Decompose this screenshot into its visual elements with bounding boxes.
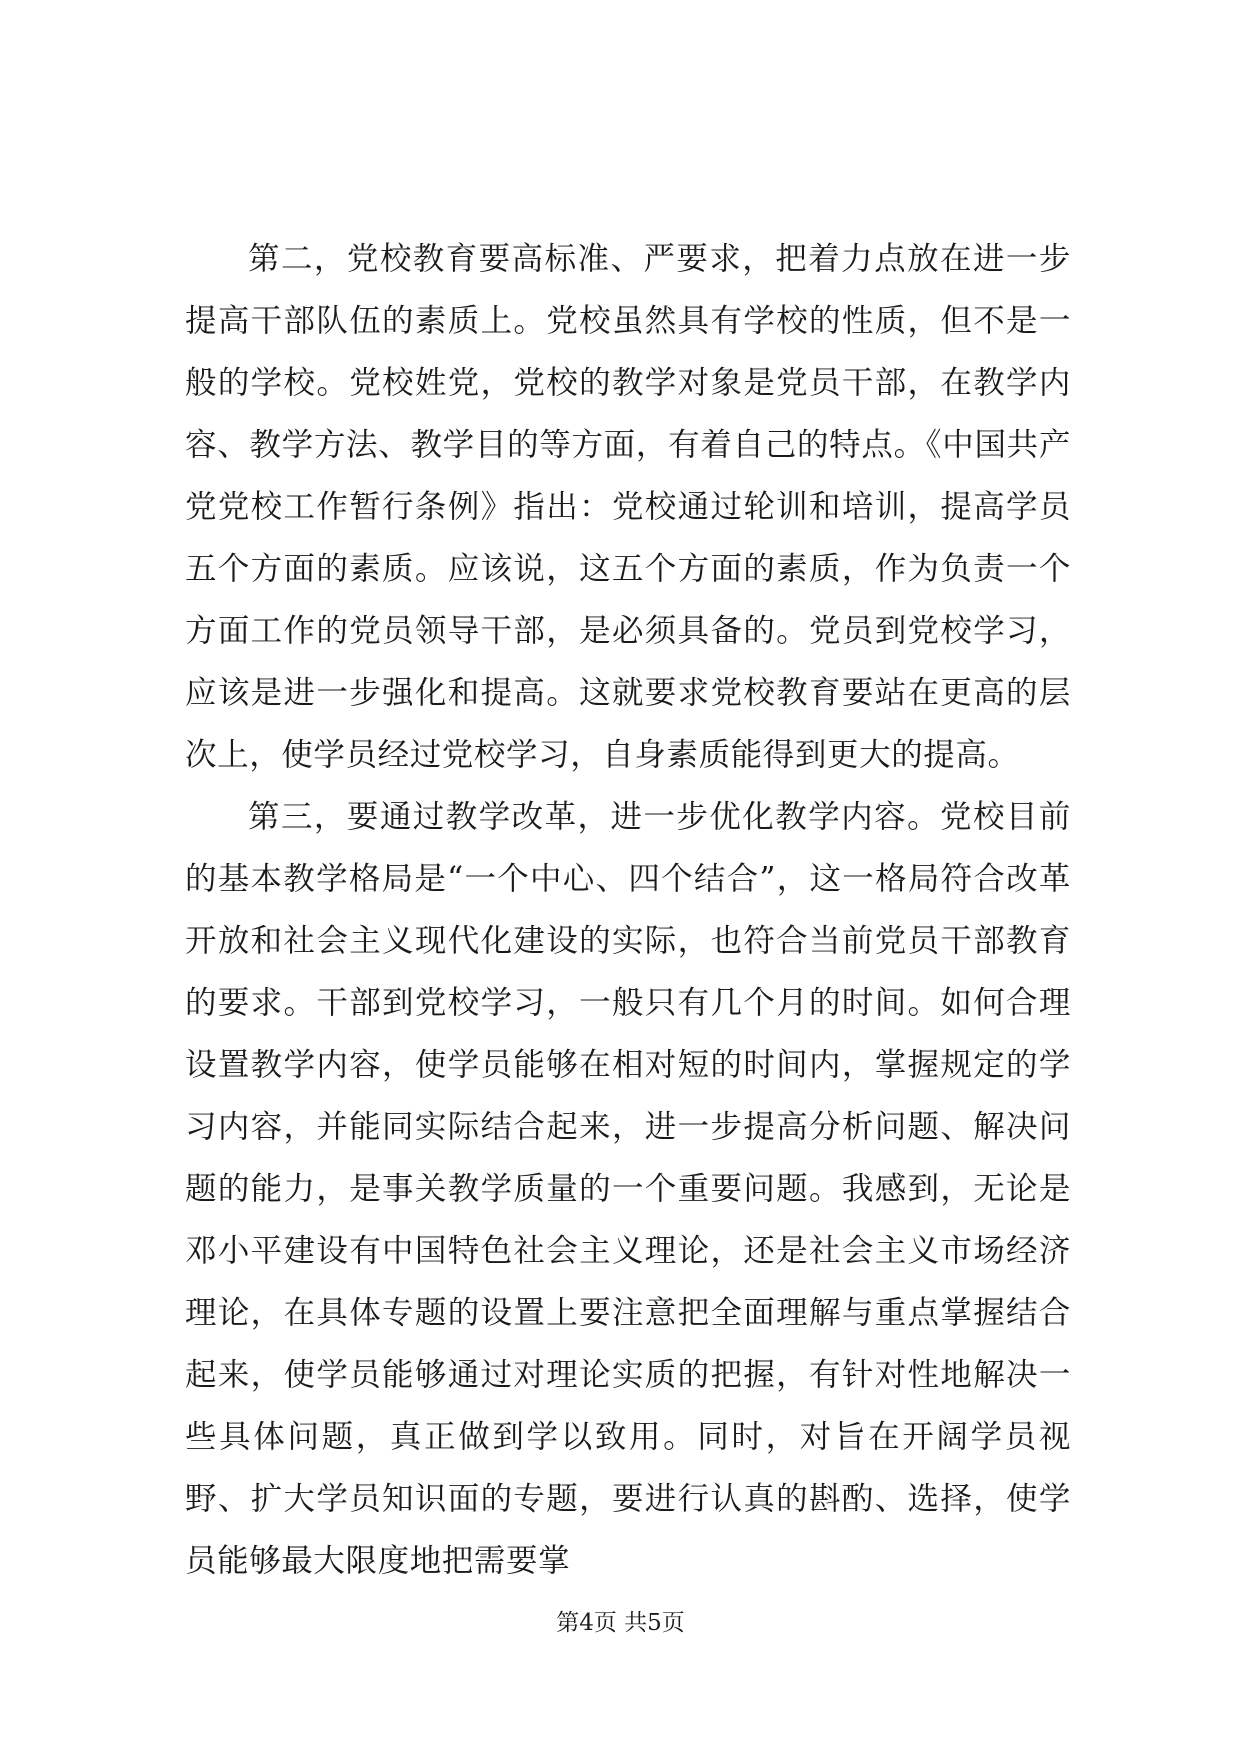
paragraph-third-point: 第三，要通过教学改革，进一步优化教学内容。党校目前的基本教学格局是“一个中心、四个结合”，这一格局符合改革开放和社会主义现代化建设的实际，也符合当前党员干部教育的要求。干部到党校学习，一般只有几个月的时间。如何合理设置教学内容，使学员能够在相对短的时间内，掌握规定的学习内容，并能同实际结合起来，进一步提高分析问题、解决问题的能力，是事关教学质量的一个重要问题。我感到，无论是邓小平建设有中国特色社会主义理论，还是社会主义市场经济理论，在具体专题的设置上要注意把全面理解与重点掌握结合起来，使学员能够通过对理论实质的把握，有针对性地解决一些具体问题，真正做到学以致用。同时，对旨在开阔学员视野、扩大学员知识面的专题，要进行认真的斟酌、选择，使学员能够最大限度地把需要掌 [185, 799, 1071, 1579]
document-body [185, 228, 1071, 1592]
paragraph-second-point: 第二，党校教育要高标准、严要求，把着力点放在进一步提高干部队伍的素质上。党校虽然具有学校的性质，但不是一般的学校。党校姓党，党校的教学对象是党员干部，在教学内容、教学方法、教学目的等方面，有着自己的特点。《中国共产党党校工作暂行条例》指出：党校通过轮训和培训，提高学员五个方面的素质。应该说，这五个方面的素质，作为负责一个方面工作的党员领导干部，是必须具备的。党员到党校学习，应该是进一步强化和提高。这就要求党校教育要站在更高的层次上，使学员经过党校学习，自身素质能得到更大的提高。 [185, 241, 1071, 773]
page-number-footer: 第4页 共5页 [556, 1610, 685, 1636]
